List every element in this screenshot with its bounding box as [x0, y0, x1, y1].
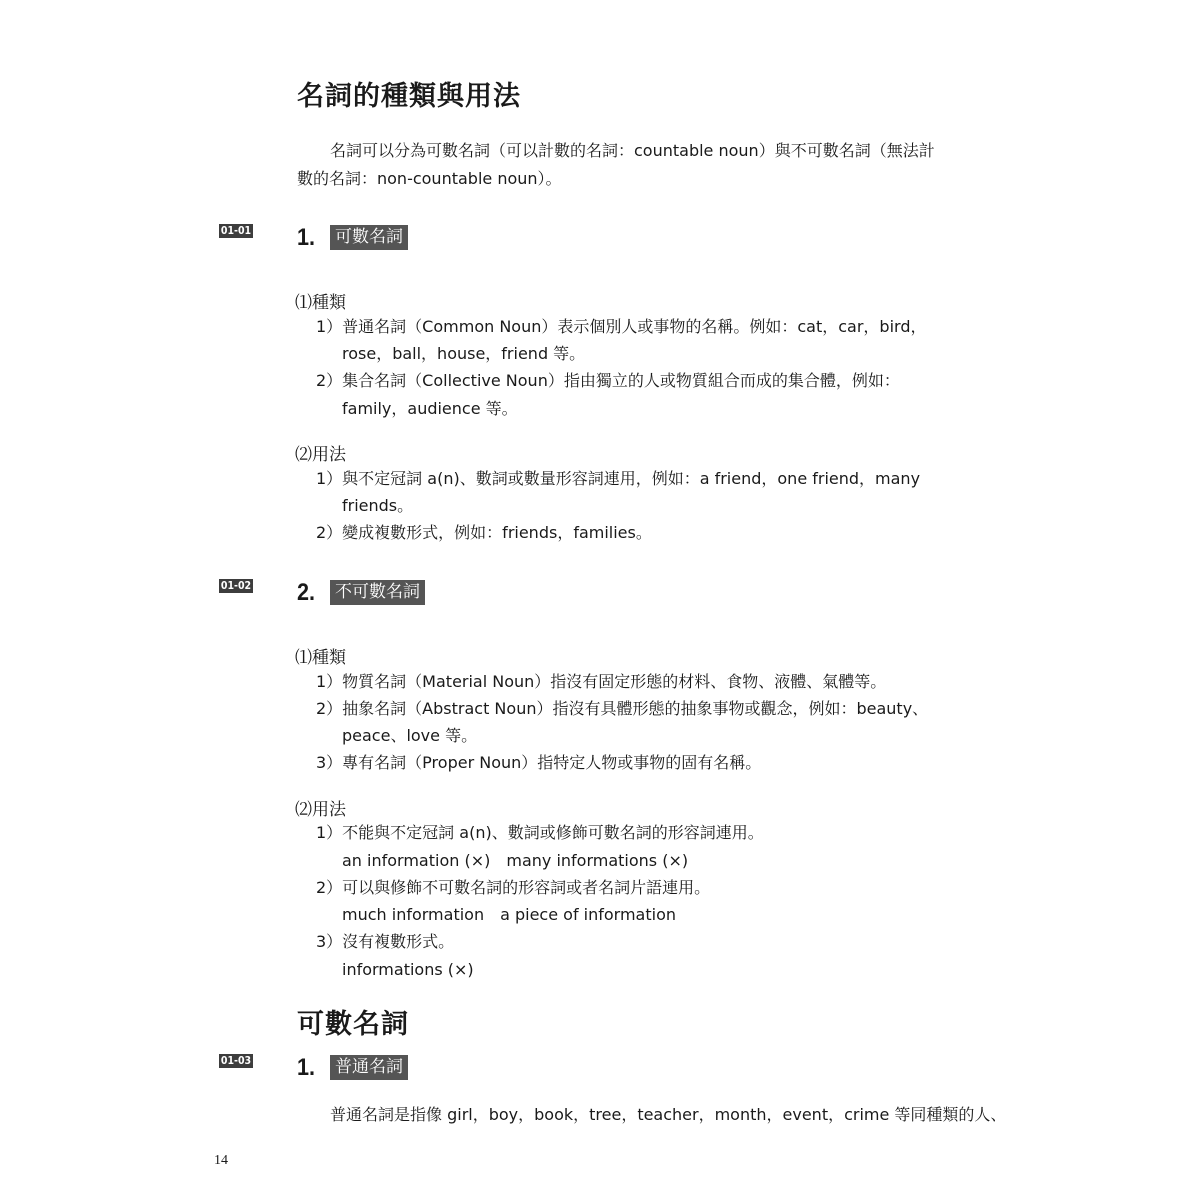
- example-line: an information (×) many informations (×): [342, 851, 689, 870]
- track-code-01-03: 01-03: [220, 1055, 252, 1067]
- list-item: 2）集合名詞（Collective Noun）指由獨立的人或物質組合而成的集合體，例如：: [316, 371, 900, 390]
- list-item: 2）變成複數形式，例如：friends，families。: [316, 523, 652, 542]
- body-line: 普通名詞是指像 girl，boy，book，tree，teacher，month，event，crime 等同種類的人、: [330, 1105, 1007, 1124]
- section-number: 2.: [297, 579, 316, 606]
- list-item: 1）與不定冠詞 a(n)、數詞或數量形容詞連用，例如：a friend，one friend，many: [316, 469, 921, 488]
- section-label-countable: 可數名詞: [330, 225, 408, 250]
- kinds-heading: ⑴種類: [295, 648, 346, 668]
- track-code-01-02: 01-02: [220, 580, 252, 592]
- list-item-cont: family，audience 等。: [342, 399, 518, 418]
- list-item: 1）不能與不定冠詞 a(n)、數詞或修飾可數名詞的形容詞連用。: [316, 823, 764, 842]
- page-title: 名詞的種類與用法: [297, 81, 521, 112]
- list-item-cont: rose，ball，house，friend 等。: [342, 344, 586, 363]
- example-line: much information a piece of information: [342, 905, 677, 924]
- example-line: informations (×): [342, 960, 474, 979]
- section-label-common-noun: 普通名詞: [330, 1055, 408, 1080]
- section-number: 1.: [297, 1054, 316, 1081]
- intro-line-1: 名詞可以分為可數名詞（可以計數的名詞：countable noun）與不可數名詞（無法計: [330, 141, 935, 160]
- list-item: 3）專有名詞（Proper Noun）指特定人物或事物的固有名稱。: [316, 753, 762, 772]
- usage-heading: ⑵用法: [295, 800, 346, 820]
- section-title-countable: 可數名詞: [297, 1009, 409, 1040]
- usage-heading: ⑵用法: [295, 445, 346, 465]
- track-code-01-01: 01-01: [220, 225, 252, 237]
- kinds-heading: ⑴種類: [295, 293, 346, 313]
- list-item: 2）可以與修飾不可數名詞的形容詞或者名詞片語連用。: [316, 878, 711, 897]
- list-item-cont: friends。: [342, 496, 414, 515]
- section-number: 1.: [297, 224, 316, 251]
- list-item: 3）沒有複數形式。: [316, 932, 455, 951]
- list-item: 1）物質名詞（Material Noun）指沒有固定形態的材料、食物、液體、氣體等。: [316, 672, 887, 691]
- page-number: 14: [214, 1153, 228, 1168]
- section-label-uncountable: 不可數名詞: [330, 580, 425, 605]
- list-item-cont: peace、love 等。: [342, 726, 478, 745]
- intro-line-2: 數的名詞：non-countable noun）。: [297, 169, 562, 188]
- list-item: 1）普通名詞（Common Noun）表示個別人或事物的名稱。例如：cat，car，bird，: [316, 317, 927, 336]
- list-item: 2）抽象名詞（Abstract Noun）指沒有具體形態的抽象事物或觀念，例如：beauty、: [316, 699, 929, 718]
